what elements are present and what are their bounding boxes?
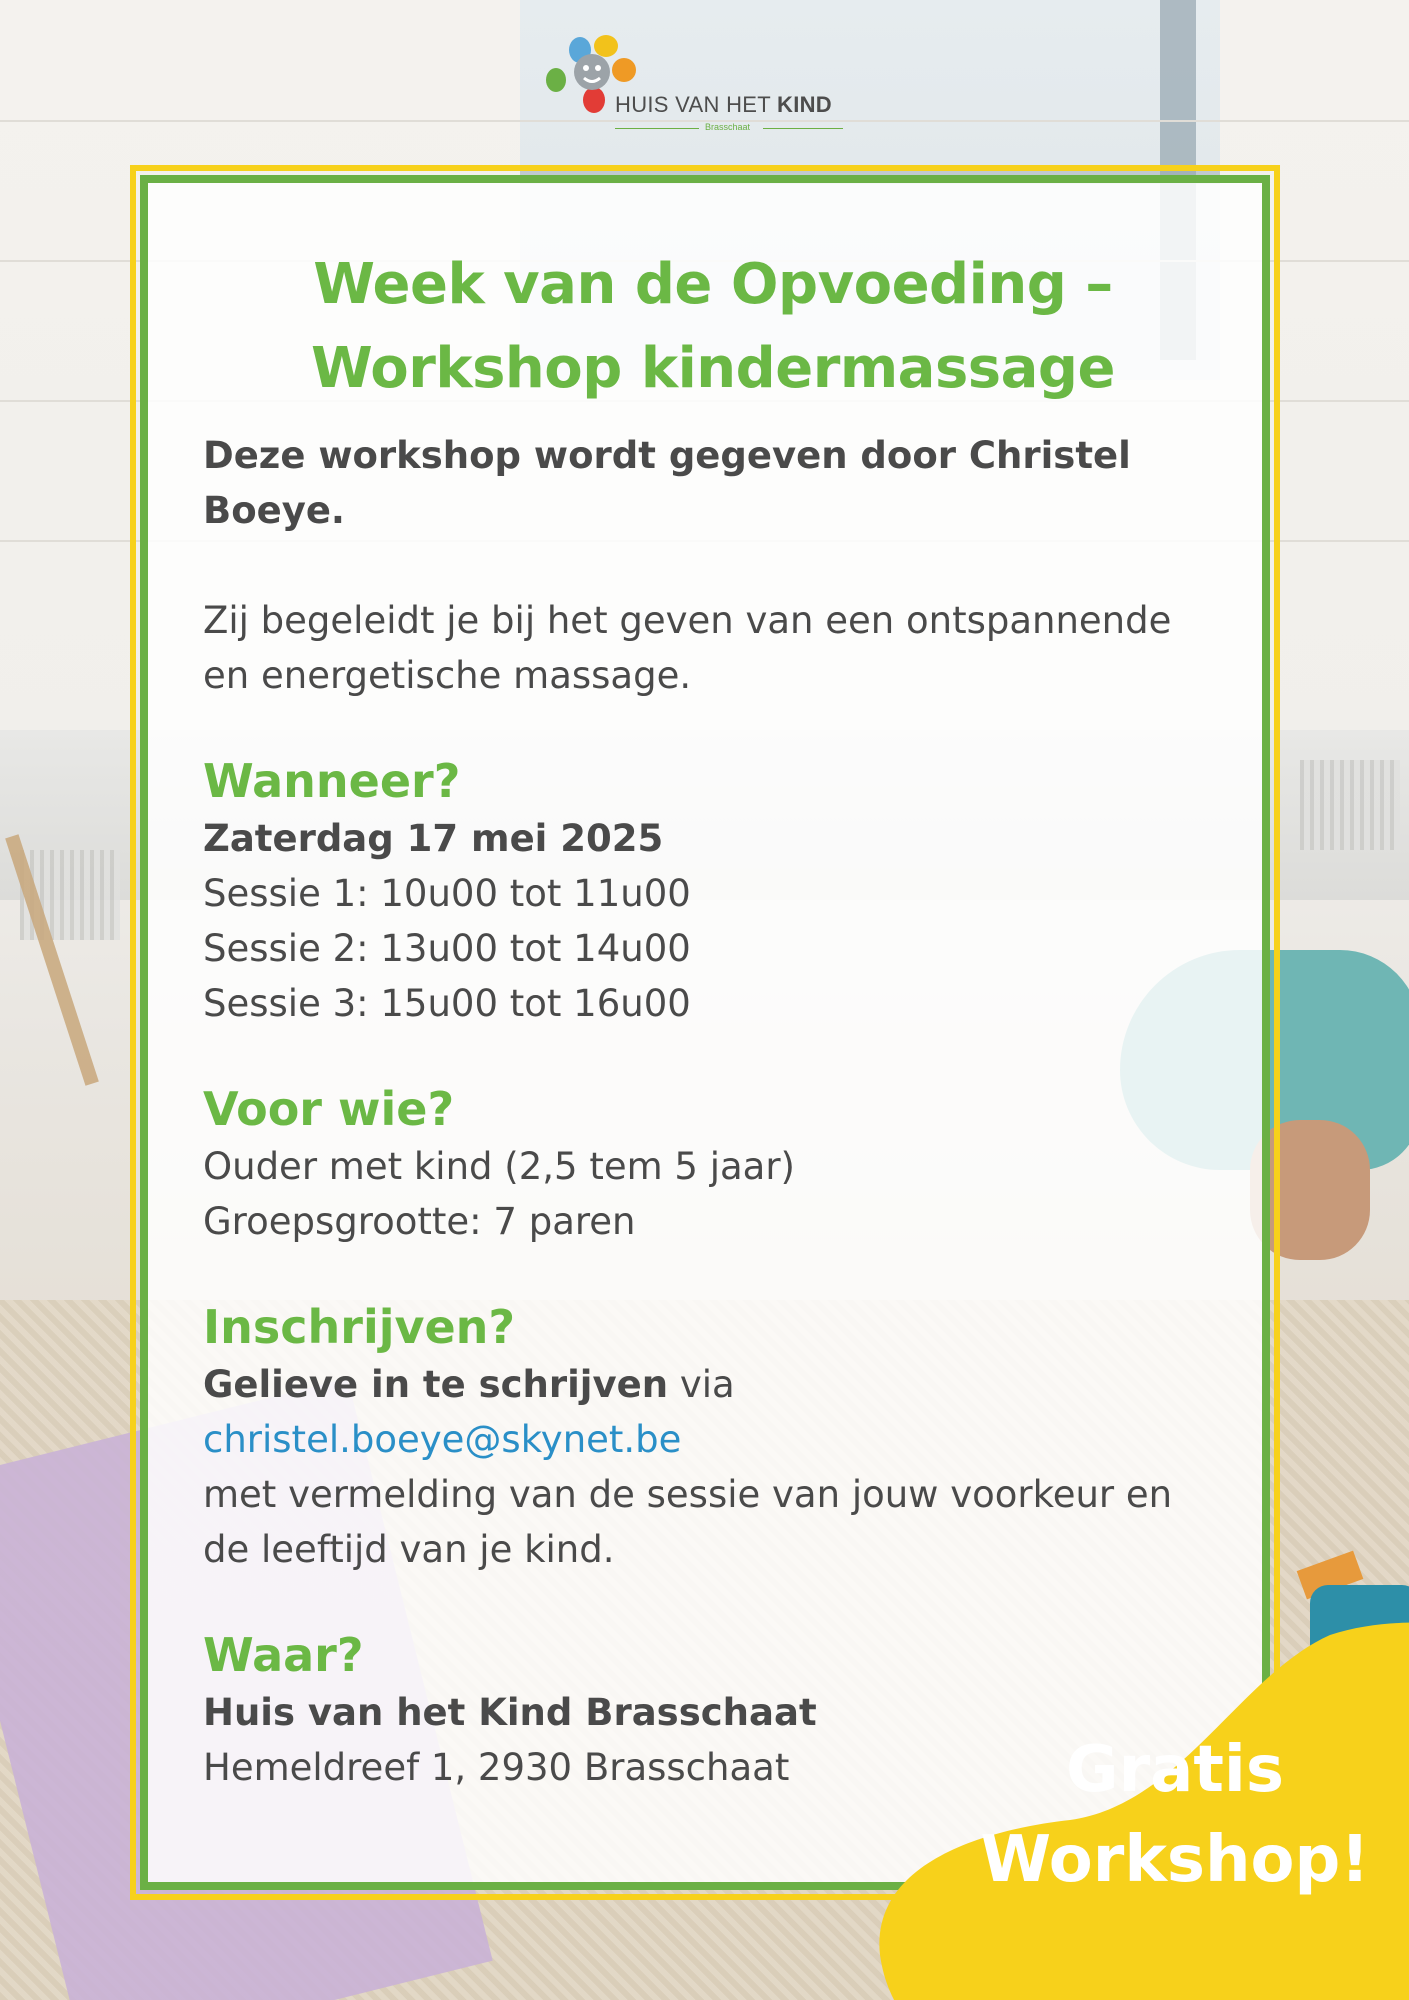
logo-location-row	[615, 122, 843, 134]
register-bold-text: Gelieve in te schrijven	[203, 1363, 669, 1406]
register-via: via	[668, 1363, 735, 1406]
logo-location: Brasschaat	[705, 122, 751, 132]
vent	[1300, 760, 1400, 850]
session-3: Sessie 3: 15u00 tot 16u00	[203, 982, 691, 1025]
register-line-1	[203, 1357, 1213, 1467]
who-heading: Voor wie?	[203, 1082, 455, 1136]
when-heading: Wanneer?	[203, 754, 461, 808]
session-1: Sessie 1: 10u00 tot 11u00	[203, 872, 691, 915]
register-heading: Inschrijven?	[203, 1300, 516, 1354]
audience: Ouder met kind (2,5 tem 5 jaar)	[203, 1145, 795, 1188]
gratis-badge	[955, 1725, 1395, 1905]
register-email-link[interactable]: christel.boeye@skynet.be	[203, 1418, 682, 1461]
logo-name: HUIS VAN HET KIND	[615, 92, 832, 117]
title-line-2: Workshop kindermassage	[310, 336, 1115, 401]
title-line-1: Week van de Opvoeding –	[313, 252, 1113, 317]
group-size: Groepsgrootte: 7 paren	[203, 1200, 636, 1243]
page-title	[148, 243, 1278, 411]
intro-description-line-1: Zij begeleidt je bij het geven van een ontspannende	[203, 599, 1172, 642]
logo-divider	[615, 128, 699, 129]
badge-line-2: Workshop!	[980, 1823, 1370, 1897]
register-line-2: met vermelding van de sessie van jouw voorkeur en	[203, 1473, 1173, 1516]
event-date: Zaterdag 17 mei 2025	[203, 817, 664, 860]
venue-address: Hemeldreef 1, 2930 Brasschaat	[203, 1746, 790, 1789]
register-line-3: de leeftijd van je kind.	[203, 1528, 615, 1571]
session-2: Sessie 2: 13u00 tot 14u00	[203, 927, 691, 970]
card-content	[203, 428, 1213, 1795]
huis-van-het-kind-logo	[540, 30, 880, 140]
where-heading: Waar?	[203, 1628, 364, 1682]
intro-lead-line-1: Deze workshop wordt gegeven door Christel	[203, 434, 1131, 477]
badge-line-1: Gratis	[1066, 1733, 1284, 1807]
intro-description-line-2: en energetische massage.	[203, 654, 692, 697]
intro-lead-line-2: Boeye.	[203, 489, 345, 532]
logo-divider	[763, 128, 843, 129]
venue-name: Huis van het Kind Brasschaat	[203, 1691, 817, 1734]
